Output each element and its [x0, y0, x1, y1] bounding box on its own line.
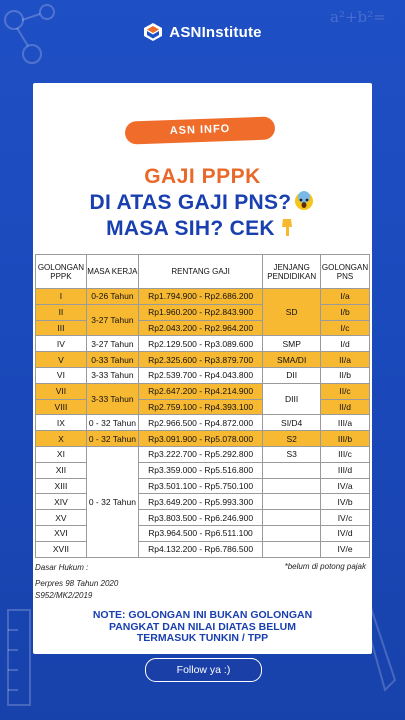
cell-golongan-pns: II/c — [321, 383, 370, 399]
cell-masa-kerja: 0 - 32 Tahun — [86, 415, 138, 431]
cell-golongan-pns: I/b — [321, 304, 370, 320]
cell-golongan: I — [36, 289, 87, 305]
header-masa-kerja: MASA KERJA — [86, 255, 138, 289]
cell-masa-kerja: 0-33 Tahun — [86, 352, 138, 368]
cell-rentang-gaji: Rp2.759.100 - Rp4.393.100 — [138, 399, 262, 415]
cell-golongan-pns: III/c — [321, 446, 370, 462]
cell-jenjang — [263, 478, 321, 494]
cell-golongan: VIII — [36, 399, 87, 415]
cell-golongan: IX — [36, 415, 87, 431]
cell-rentang-gaji: Rp1.960.200 - Rp2.843.900 — [138, 304, 262, 320]
table-row — [36, 541, 370, 557]
cell-jenjang — [263, 494, 321, 510]
table-row — [36, 289, 370, 305]
cell-golongan-pns: III/d — [321, 462, 370, 478]
cell-rentang-gaji: Rp3.501.100 - Rp5.750.100 — [138, 478, 262, 494]
cell-golongan: II — [36, 304, 87, 320]
cell-golongan-pns: IV/e — [321, 541, 370, 557]
title-line-1: GAJI PPPK — [144, 165, 261, 188]
legal-basis — [35, 562, 118, 602]
cell-golongan-pns: IV/c — [321, 510, 370, 526]
table-row — [36, 478, 370, 494]
cell-golongan-pns: I/c — [321, 320, 370, 336]
cell-rentang-gaji: Rp2.043.200 - Rp2.964.200 — [138, 320, 262, 336]
shocked-face-emoji-icon — [293, 191, 315, 211]
cell-golongan-pns: IV/a — [321, 478, 370, 494]
cell-rentang-gaji: Rp1.794.900 - Rp2.686.200 — [138, 289, 262, 305]
tax-note: *belum di potong pajak — [284, 562, 366, 571]
table-row — [36, 383, 370, 399]
cell-golongan-pns: II/b — [321, 367, 370, 383]
cell-golongan-pns: I/a — [321, 289, 370, 305]
cell-rentang-gaji: Rp3.649.200 - Rp5.993.300 — [138, 494, 262, 510]
cell-jenjang: S3 — [263, 446, 321, 462]
title-line-3-text: MASA SIH? CEK — [106, 217, 275, 240]
note-line-3: TERMASUK TUNKIN / TPP — [136, 632, 269, 644]
cell-rentang-gaji: Rp3.359.000 - Rp5.516.800 — [138, 462, 262, 478]
cell-jenjang: SI/D4 — [263, 415, 321, 431]
table-row — [36, 494, 370, 510]
note-line-2: PANGKAT DAN NILAI DIATAS BELUM — [108, 620, 297, 633]
content-card — [33, 83, 372, 654]
cell-golongan: XI — [36, 446, 87, 462]
cell-rentang-gaji: Rp2.325.600 - Rp3.879.700 — [138, 352, 262, 368]
cell-jenjang: S2 — [263, 431, 321, 447]
cell-golongan: IV — [36, 336, 87, 352]
cell-rentang-gaji: Rp2.539.700 - Rp4.043.800 — [138, 367, 262, 383]
cell-golongan: XIV — [36, 494, 87, 510]
table-row — [36, 462, 370, 478]
legal-basis-label: Dasar Hukum : — [35, 563, 89, 572]
cell-golongan: VII — [36, 383, 87, 399]
table-row — [36, 415, 370, 431]
cell-golongan-pns: I/d — [321, 336, 370, 352]
cell-jenjang — [263, 510, 321, 526]
header-golongan-pppk: GOLONGAN PPPK — [36, 255, 87, 289]
cell-jenjang: SMP — [263, 336, 321, 352]
cell-golongan-pns: III/a — [321, 415, 370, 431]
cell-golongan-pns: II/d — [321, 399, 370, 415]
legal-basis-code: S952/MK2/2019 — [35, 591, 93, 600]
title-line-2 — [33, 191, 372, 215]
cell-rentang-gaji: Rp4.132.200 - Rp6.786.500 — [138, 541, 262, 557]
brand-name: ASNInstitute — [169, 23, 262, 41]
cell-jenjang — [263, 541, 321, 557]
cell-masa-kerja: 0 - 32 Tahun — [86, 446, 138, 557]
cell-golongan: V — [36, 352, 87, 368]
header-jenjang-pendidikan: JENJANG PENDIDIKAN — [263, 255, 321, 289]
cell-masa-kerja: 3-33 Tahun — [86, 383, 138, 415]
cell-rentang-gaji: Rp2.966.500 - Rp4.872.000 — [138, 415, 262, 431]
cell-golongan: XVII — [36, 541, 87, 557]
cell-rentang-gaji: Rp3.222.700 - Rp5.292.800 — [138, 446, 262, 462]
cell-rentang-gaji: Rp3.091.900 - Rp5.078.000 — [138, 431, 262, 447]
cell-golongan: XIII — [36, 478, 87, 494]
cell-rentang-gaji: Rp3.964.500 - Rp6.511.100 — [138, 525, 262, 541]
header-rentang-gaji: RENTANG GAJI — [138, 255, 262, 289]
cell-golongan: XV — [36, 510, 87, 526]
brand-header — [0, 22, 405, 42]
cell-golongan: VI — [36, 367, 87, 383]
header-golongan-pns: GOLONGAN PNS — [321, 255, 370, 289]
cell-golongan: X — [36, 431, 87, 447]
asn-info-badge: ASN INFO — [125, 116, 276, 144]
cell-masa-kerja: 3-27 Tahun — [86, 336, 138, 352]
cell-jenjang — [263, 462, 321, 478]
table-row — [36, 431, 370, 447]
follow-button[interactable]: Follow ya :) — [145, 658, 262, 682]
title-line-3 — [33, 217, 372, 241]
cell-masa-kerja: 0 - 32 Tahun — [86, 431, 138, 447]
cell-rentang-gaji: Rp2.129.500 - Rp3.089.600 — [138, 336, 262, 352]
table-row — [36, 510, 370, 526]
cell-golongan: XII — [36, 462, 87, 478]
table-row — [36, 352, 370, 368]
cell-rentang-gaji: Rp2.647.200 - Rp4.214.900 — [138, 383, 262, 399]
table-row — [36, 525, 370, 541]
cell-golongan-pns: IV/b — [321, 494, 370, 510]
note-line-1: NOTE: GOLONGAN INI BUKAN GOLONGAN — [92, 609, 313, 621]
table-row — [36, 367, 370, 383]
cell-jenjang: SD — [263, 289, 321, 336]
cell-jenjang: DIII — [263, 383, 321, 415]
title-line-2-text: DI ATAS GAJI PNS? — [89, 191, 292, 214]
legal-basis-perpres: Perpres 98 Tahun 2020 — [35, 579, 119, 588]
cell-golongan: XVI — [36, 525, 87, 541]
cell-jenjang: DII — [263, 367, 321, 383]
cell-rentang-gaji: Rp3.803.500 - Rp6.246.900 — [138, 510, 262, 526]
cell-golongan-pns: III/b — [321, 431, 370, 447]
cell-masa-kerja: 3-27 Tahun — [86, 304, 138, 336]
salary-table — [35, 254, 370, 558]
cell-jenjang: SMA/DI — [263, 352, 321, 368]
cell-golongan-pns: II/a — [321, 352, 370, 368]
table-row — [36, 446, 370, 462]
table-row — [36, 336, 370, 352]
cell-jenjang — [263, 525, 321, 541]
bottom-note — [33, 610, 372, 645]
table-header-row — [36, 255, 370, 289]
cell-masa-kerja: 3-33 Tahun — [86, 367, 138, 383]
pointing-down-emoji-icon — [277, 217, 299, 237]
cell-golongan: III — [36, 320, 87, 336]
cell-masa-kerja: 0-26 Tahun — [86, 289, 138, 305]
background-doodle-formula: a²+b²= — [330, 8, 386, 26]
brand-logo-icon — [143, 22, 163, 42]
cell-golongan-pns: IV/d — [321, 525, 370, 541]
